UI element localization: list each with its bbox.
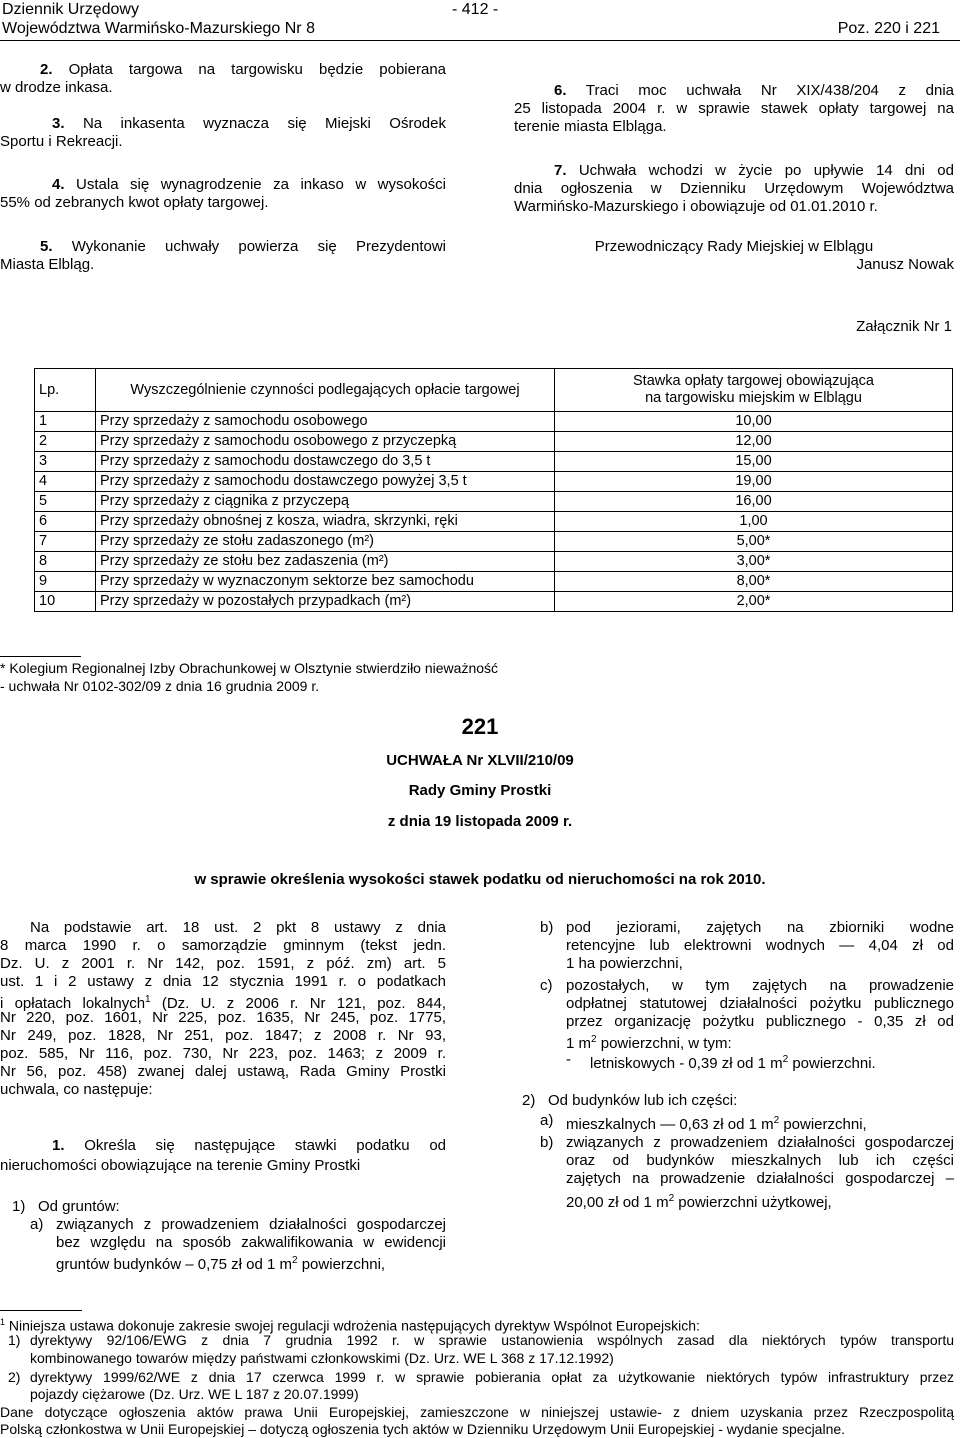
col-rate <box>555 369 953 412</box>
item-1-text: Od gruntów: <box>38 1198 120 1215</box>
item-2a-text: mieszkalnych — 0,63 zł od 1 $m^2$ powierzchni, <box>566 1115 867 1133</box>
item-1c-dash: - <box>566 1051 571 1068</box>
preamble-line10: uchwala, co następuje: <box>0 1081 153 1098</box>
item-1c-line3: przez organizację pożytku publicznego - 0,35 zł od <box>566 1013 954 1030</box>
col-rate-line1: Stawka opłaty targowej obowiązująca <box>633 373 874 389</box>
row-number: 2 <box>35 432 96 452</box>
row-description: Przy sprzedaży z samochodu dostawczego do 3,5 t <box>96 452 555 472</box>
position-ref: Poz. 220 i 221 <box>837 20 940 37</box>
item-1c-label: c) <box>540 977 553 994</box>
para-7-line1: 7. Uchwała wchodzi w życie po upływie 14 dni od <box>554 162 954 179</box>
act-issuer: Rady Gminy Prostki <box>408 782 552 799</box>
table-row <box>35 492 953 512</box>
row-description: Przy sprzedaży w pozostałych przypadkach (m²) <box>96 592 555 612</box>
annex-label: Załącznik Nr 1 <box>856 318 952 335</box>
item-1a-line2: bez względu na sposób zakwalifikowania w ewidencji <box>56 1234 446 1251</box>
item-1c-line2: odpłatnej statutowej działalności pożytku publicznego <box>566 995 954 1012</box>
item-1c-line1: pozostałych, w tym zajętych na prowadzenie <box>566 977 954 994</box>
row-rate: 5,00* <box>555 532 953 552</box>
item-1a-label: a) <box>30 1216 44 1233</box>
para-3-line2: Sportu i Rekreacji. <box>0 133 123 150</box>
footnote-1-line2: kombinowanego towarów między państwami członkowskimi (Dz. Urz. WE L 368 z 17.12.1992) <box>30 1350 614 1366</box>
section-1-line2: nieruchomości obowiązujące na terenie Gminy Prostki <box>0 1157 361 1174</box>
para-6-line2: 25 listopada 2004 r. w sprawie stawek opłaty targowej na <box>514 100 954 117</box>
row-description: Przy sprzedaży obnośnej z kosza, wiadra, skrzynki, ręki <box>96 512 555 532</box>
item-2b-label: b) <box>540 1134 554 1151</box>
row-rate: 2,00* <box>555 592 953 612</box>
item-1b-label: b) <box>540 919 554 936</box>
table-row <box>35 572 953 592</box>
table-row <box>35 472 953 492</box>
para-3-line1: 3. Na inkasenta wyznacza się Miejski Ośrodek <box>52 115 446 132</box>
footnote-2-num: 2) <box>8 1369 21 1385</box>
item-1a-line1: związanych z prowadzeniem działalności gospodarczej <box>56 1216 446 1233</box>
para-4-line2: 55% od zebranych kwot opłaty targowej. <box>0 194 269 211</box>
preamble-line2: 8 marca 1990 r. o samorządzie gminnym (tekst jedn. <box>0 937 446 954</box>
table-row <box>35 532 953 552</box>
row-description: Przy sprzedaży ze stołu zadaszonego (m²) <box>96 532 555 552</box>
para-7-line2: dnia ogłoszenia w Dzienniku Urzędowym Województwa <box>514 180 954 197</box>
row-number: 9 <box>35 572 96 592</box>
table-note-line1: * Kolegium Regionalnej Izby Obrachunkowej w Olsztynie stwierdziło nieważność <box>0 660 499 676</box>
row-rate: 12,00 <box>555 432 953 452</box>
row-description: Przy sprzedaży z ciągnika z przyczepą <box>96 492 555 512</box>
signature-name: Janusz Nowak <box>856 256 954 273</box>
footnote-1-num: 1) <box>8 1332 21 1348</box>
table-row <box>35 512 953 532</box>
para-2-line1: 2. Opłata targowa na targowisku będzie pobierana <box>40 61 447 78</box>
footnote-2-line2: pojazdy ciężarowe (Dz. Urz. WE L 187 z 20.07.1999) <box>30 1386 359 1402</box>
row-rate: 19,00 <box>555 472 953 492</box>
table-row <box>35 592 953 612</box>
item-2b-line1: związanych z prowadzeniem działalności gospodarczej <box>566 1134 954 1151</box>
item-1b-line3: 1 ha powierzchni, <box>566 955 683 972</box>
row-rate: 1,00 <box>555 512 953 532</box>
item-1b-line1: pod jeziorami, zajętych na zbiorniki wodne <box>566 919 954 936</box>
preamble-line4: ust. 1 i 2 ustawy z dnia 12 stycznia 1991 r. o podatkach <box>0 973 446 990</box>
row-number: 1 <box>35 412 96 432</box>
header-rule <box>0 40 960 41</box>
footnote-2-line1: dyrektywy 1999/62/WE z dnia 17 czerwca 1999 r. w sprawie pobierania opłat za użytkowanie niektórych typów infrastruktury przez <box>30 1369 954 1385</box>
act-title: UCHWAŁA Nr XLVII/210/09 <box>386 752 574 769</box>
item-2b-line2: oraz od budynków mieszkalnych lub ich części <box>566 1152 954 1169</box>
row-description: Przy sprzedaży z samochodu dostawczego powyżej 3,5 t <box>96 472 555 492</box>
para-6-line1: 6. Traci moc uchwała Nr XIX/438/204 z dnia <box>554 82 954 99</box>
table-note-line2: - uchwała Nr 0102-302/09 z dnia 16 grudnia 2009 r. <box>0 678 320 694</box>
item-1b-line2: retencyjne lub elektrowni wodnych — 4,04 zł od <box>566 937 954 954</box>
item-2a-label: a) <box>540 1112 554 1129</box>
item-2b-line4: 20,00 zł od 1 $m^2$ powierzchni użytkowej, <box>566 1193 832 1211</box>
preamble-line5: i opłatach lokalnych$^1$ (Dz. U. z 2006 r. Nr 121, poz. 844, <box>0 994 446 1012</box>
row-number: 7 <box>35 532 96 552</box>
row-description: Przy sprzedaży w wyznaczonym sektorze bez samochodu <box>96 572 555 592</box>
journal-title: Dziennik Urzędowy <box>2 1 139 18</box>
note-rule <box>0 656 81 657</box>
act-number: 221 <box>461 714 499 739</box>
para-4-line1: 4. Ustala się wynagrodzenie za inkaso w wysokości <box>52 176 447 193</box>
para-5-line1: 5. Wykonanie uchwały powierza się Prezydentowi <box>40 238 446 255</box>
page-number: - 412 - <box>452 1 499 18</box>
footnote-3-line1: Dane dotyczące ogłoszenia aktów prawa Unii Europejskiej, zamieszczone w niniejszej ustawie- z dniem uzyskania przez Rzeczpospolitą <box>0 1404 954 1420</box>
signature-title: Przewodniczący Rady Miejskiej w Elblągu <box>594 238 874 255</box>
fee-table <box>34 368 953 612</box>
para-5-line2: Miasta Elbląg. <box>0 256 95 273</box>
act-date: z dnia 19 listopada 2009 r. <box>387 813 573 830</box>
row-rate: 16,00 <box>555 492 953 512</box>
item-1c-line4: 1 $m^2$ powierzchni, w tym: <box>566 1034 732 1052</box>
row-number: 8 <box>35 552 96 572</box>
item-1-num: 1) <box>12 1198 26 1215</box>
row-description: Przy sprzedaży ze stołu bez zadaszenia (m²) <box>96 552 555 572</box>
item-1c-dash-text: letniskowych - 0,39 zł od 1 $m^2$ powierzchni. <box>590 1054 876 1072</box>
footnote-rule <box>0 1310 82 1311</box>
item-2-text: Od budynków lub ich części: <box>548 1092 738 1109</box>
row-number: 6 <box>35 512 96 532</box>
footnote-3-line2: Polską członkostwa w Unii Europejskiej – dotyczą ogłoszenia tych aktów w Dzienniku Urzędowym Unii Europejskiej - wydanie specjalne. <box>0 1421 846 1437</box>
row-rate: 10,00 <box>555 412 953 432</box>
col-rate-line2: na targowisku miejskim w Elblągu <box>645 390 862 406</box>
preamble-line9: Nr 56, poz. 458) zwanej dalej ustawą, Rada Gminy Prostki <box>0 1063 446 1080</box>
col-description: Wyszczególnienie czynności podlegających opłacie targowej <box>96 369 555 412</box>
row-rate: 8,00* <box>555 572 953 592</box>
item-2-num: 2) <box>522 1092 536 1109</box>
row-number: 4 <box>35 472 96 492</box>
preamble-line7: Nr 249, poz. 1828, Nr 251, poz. 1847; z 2008 r. Nr 93, <box>0 1027 446 1044</box>
act-subject: w sprawie określenia wysokości stawek podatku od nieruchomości na rok 2010. <box>194 871 766 888</box>
journal-subtitle: Województwa Warmińsko-Mazurskiego Nr 8 <box>2 20 315 37</box>
footnote-intro: $^1$ Niniejsza ustawa dokonuje zakresie swojej regulacji wdrożenia następujących dyrektyw Wspólnot Europejskich: <box>0 1317 700 1334</box>
table-row <box>35 432 953 452</box>
table-row <box>35 412 953 432</box>
row-rate: 15,00 <box>555 452 953 472</box>
para-2-line2: w drodze inkasa. <box>0 79 113 96</box>
col-lp: Lp. <box>35 369 96 412</box>
section-1-line1: 1. Określa się następujące stawki podatku od <box>52 1137 447 1154</box>
item-2b-line3: zajętych na prowadzenie działalności gospodarczej – <box>566 1170 954 1187</box>
para-6-line3: terenie miasta Elbląga. <box>514 118 667 135</box>
item-1a-line3: gruntów budynków – 0,75 zł od 1 $m^2$ powierzchni, <box>56 1255 386 1273</box>
para-7-line3: Warmińsko-Mazurskiego i obowiązuje od 01.01.2010 r. <box>514 198 878 215</box>
row-description: Przy sprzedaży z samochodu osobowego <box>96 412 555 432</box>
preamble-line3: Dz. U. z 2001 r. Nr 142, poz. 1591, z póź. zm) art. 5 <box>0 955 446 972</box>
row-number: 10 <box>35 592 96 612</box>
preamble-line6: Nr 220, poz. 1601, Nr 225, poz. 1635, Nr 245, poz. 1775, <box>0 1009 446 1026</box>
footnote-1-line1: dyrektywy 92/106/EWG z dnia 7 grudnia 1992 r. w sprawie ustanowienia wspólnych zasad dla niektórych typów transportu <box>30 1332 954 1348</box>
preamble-line1: Na podstawie art. 18 ust. 2 pkt 8 ustawy z dnia <box>30 919 446 936</box>
table-header-row <box>35 369 953 412</box>
row-description: Przy sprzedaży z samochodu osobowego z przyczepką <box>96 432 555 452</box>
table-row <box>35 452 953 472</box>
row-number: 3 <box>35 452 96 472</box>
row-rate: 3,00* <box>555 552 953 572</box>
table-row <box>35 552 953 572</box>
preamble-line8: poz. 585, Nr 116, poz. 730, Nr 223, poz. 1463; z 2009 r. <box>0 1045 446 1062</box>
row-number: 5 <box>35 492 96 512</box>
table-body <box>35 412 953 612</box>
